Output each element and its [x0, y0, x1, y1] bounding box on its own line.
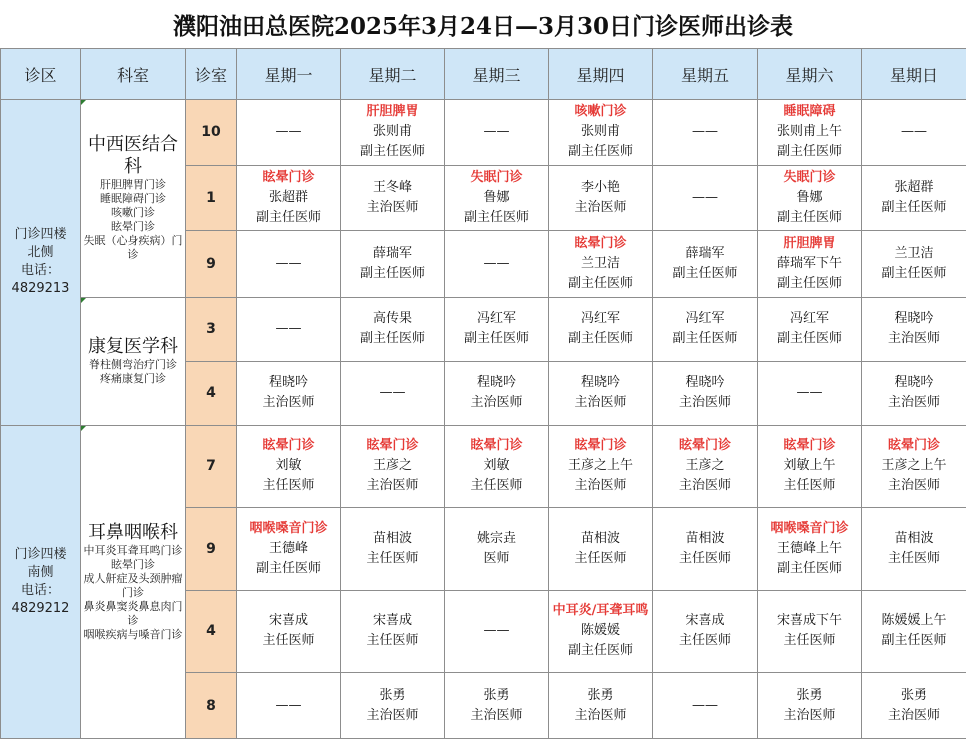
schedule-cell-thu — [549, 673, 653, 739]
cell-text: 刘敏 — [275, 458, 302, 474]
cell-text: 主任医师 — [783, 633, 836, 649]
cell-text: —— — [483, 623, 510, 639]
schedule-cell-fri — [653, 425, 758, 507]
cell-text: —— — [275, 697, 302, 713]
schedule-cell-fri — [653, 361, 758, 425]
cell-text: 主任医师 — [262, 478, 315, 494]
dept-clinic-item: 肝胆脾胃门诊 — [100, 178, 166, 192]
cell-text: 陈媛媛 — [580, 623, 620, 639]
cell-text: 副主任医师 — [776, 275, 842, 291]
clinic-label: 眩晕门诊 — [678, 438, 731, 454]
cell-text: 主治医师 — [574, 478, 627, 494]
cell-text: 王彦之上午 — [881, 458, 947, 474]
room-number: 9 — [186, 507, 237, 590]
schedule-cell-fri — [653, 673, 758, 739]
cell-text: 主任医师 — [366, 633, 419, 649]
cell-text: 副主任医师 — [463, 331, 529, 347]
cell-text: 姚宗垚 — [476, 530, 516, 546]
schedule-cell-thu — [549, 425, 653, 507]
cell-text: 主治医师 — [783, 707, 836, 723]
cell-text: 冯红军 — [476, 311, 516, 327]
clinic-label: 眩晕门诊 — [470, 438, 523, 454]
clinic-label: 眩晕门诊 — [783, 438, 836, 454]
page-title: 濮阳油田总医院2025年3月24日—3月30日门诊医师出诊表 — [0, 0, 966, 49]
col-header-thu: 星期四 — [549, 49, 653, 100]
clinic-label: 失眠门诊 — [470, 169, 523, 185]
schedule-cell-tue — [341, 507, 445, 590]
cell-text: 主治医师 — [678, 478, 731, 494]
clinic-label: 咽喉嗓音门诊 — [249, 520, 328, 536]
cell-text: —— — [483, 255, 510, 271]
dept-name: 耳鼻咽喉科 — [88, 521, 178, 543]
cell-text: 刘敏 — [483, 458, 510, 474]
schedule-cell-mon — [237, 507, 341, 590]
area-line: 4829213 — [11, 281, 70, 297]
area-cell — [1, 425, 81, 738]
cell-text: 刘敏上午 — [783, 458, 836, 474]
cell-text: —— — [692, 189, 718, 205]
cell-text: 宋喜成下午 — [776, 613, 842, 629]
cell-text: 主治医师 — [887, 331, 940, 347]
schedule-cell-fri — [653, 507, 758, 590]
cell-text: 副主任医师 — [567, 275, 633, 291]
cell-text: 苗相波 — [372, 530, 412, 546]
cell-text: 薛瑞军下午 — [776, 255, 842, 271]
area-line: 门诊四楼 — [14, 546, 67, 562]
dept-clinic-item: 疼痛康复门诊 — [100, 372, 166, 386]
cell-text: 宋喜成 — [685, 613, 725, 629]
cell-text: 张则甫 — [580, 124, 620, 140]
schedule-cell-sun — [862, 230, 966, 297]
clinic-label: 眩晕门诊 — [262, 438, 315, 454]
col-header-wed: 星期三 — [445, 49, 549, 100]
schedule-cell-thu — [549, 590, 653, 672]
cell-text: 主任医师 — [887, 550, 940, 566]
schedule-cell-mon — [237, 165, 341, 230]
dept-clinic-item: 眩晕门诊 — [111, 220, 155, 234]
schedule-cell-mon — [237, 361, 341, 425]
schedule-cell-mon — [237, 425, 341, 507]
schedule-cell-wed — [445, 590, 549, 672]
col-header-sat: 星期六 — [758, 49, 862, 100]
room-number: 7 — [186, 425, 237, 507]
room-number: 4 — [186, 590, 237, 672]
cell-text: 张勇 — [587, 687, 614, 703]
cell-text: —— — [275, 321, 302, 337]
dept-name: 康复医学科 — [88, 336, 178, 358]
cell-text: 副主任医师 — [881, 199, 947, 215]
cell-text: 程晓吟 — [476, 375, 516, 391]
cell-text: 主治医师 — [366, 199, 419, 215]
schedule-cell-thu — [549, 100, 653, 166]
cell-text: 主治医师 — [887, 395, 940, 411]
col-header-fri: 星期五 — [653, 49, 758, 100]
area-line: 北侧 — [27, 245, 54, 261]
clinic-label: 肝胆脾胃 — [783, 235, 836, 251]
cell-text: 张勇 — [900, 687, 927, 703]
schedule-cell-thu — [549, 165, 653, 230]
schedule-cell-wed — [445, 425, 549, 507]
col-header-tue: 星期二 — [341, 49, 445, 100]
clinic-label: 肝胆脾胃 — [366, 104, 419, 120]
cell-text: 宋喜成 — [372, 613, 412, 629]
clinic-label: 眩晕门诊 — [262, 169, 315, 185]
schedule-cell-sat — [758, 361, 862, 425]
cell-text: 程晓吟 — [685, 375, 725, 391]
schedule-cell-wed — [445, 507, 549, 590]
clinic-label: 眩晕门诊 — [366, 438, 419, 454]
cell-text: 王德峰 — [268, 540, 308, 556]
clinic-label: 失眠门诊 — [783, 169, 836, 185]
cell-text: 主任医师 — [783, 478, 836, 494]
cell-text: 鲁娜 — [796, 189, 823, 205]
cell-text: 副主任医师 — [881, 265, 947, 281]
schedule-cell-tue — [341, 100, 445, 166]
table-row — [1, 297, 966, 361]
cell-text: 主治医师 — [887, 707, 940, 723]
schedule-cell-sun — [862, 673, 966, 739]
dept-clinic-item: 眩晕门诊 — [111, 557, 155, 571]
cell-text: 副主任医师 — [776, 144, 842, 160]
schedule-cell-tue — [341, 590, 445, 672]
schedule-cell-sun — [862, 361, 966, 425]
room-number: 9 — [186, 230, 237, 297]
table-row — [1, 100, 966, 166]
cell-text: 副主任医师 — [776, 331, 842, 347]
cell-text: 冯红军 — [789, 311, 829, 327]
schedule-cell-mon — [237, 100, 341, 166]
schedule-cell-wed — [445, 361, 549, 425]
cell-text: 主治医师 — [574, 395, 627, 411]
area-line: 门诊四楼 — [14, 227, 67, 243]
cell-text: 主任医师 — [574, 550, 627, 566]
schedule-cell-sat — [758, 230, 862, 297]
cell-text: 主治医师 — [678, 395, 731, 411]
col-header-sun: 星期日 — [862, 49, 966, 100]
cell-text: 冯红军 — [685, 311, 725, 327]
cell-text: —— — [796, 385, 823, 401]
cell-text: 苗相波 — [580, 530, 620, 546]
schedule-cell-fri — [653, 297, 758, 361]
area-line: 电话： — [20, 582, 60, 598]
cell-text: 副主任医师 — [567, 144, 633, 160]
cell-text: 副主任医师 — [255, 560, 321, 576]
clinic-label: 睡眠障碍 — [783, 104, 836, 120]
schedule-cell-mon — [237, 590, 341, 672]
schedule-body — [1, 100, 966, 739]
dept-clinic-item: 成人鼾症及头颈肿瘤门诊 — [83, 571, 183, 599]
schedule-cell-sun — [862, 165, 966, 230]
schedule-cell-tue — [341, 673, 445, 739]
clinic-label: 眩晕门诊 — [574, 235, 627, 251]
cell-text: —— — [692, 697, 718, 713]
cell-text: 高传果 — [372, 311, 412, 327]
clinic-label: 咽喉嗓音门诊 — [770, 520, 849, 536]
schedule-cell-sat — [758, 297, 862, 361]
cell-text: 主任医师 — [470, 478, 523, 494]
cell-text: 程晓吟 — [580, 375, 620, 391]
cell-text: 兰卫洁 — [894, 245, 934, 261]
schedule-cell-tue — [341, 297, 445, 361]
cell-text: 副主任医师 — [567, 643, 633, 659]
schedule-cell-sun — [862, 425, 966, 507]
cell-text: —— — [275, 124, 302, 140]
schedule-cell-wed — [445, 673, 549, 739]
cell-text: 主治医师 — [470, 707, 523, 723]
cell-text: 薛瑞军 — [685, 245, 725, 261]
schedule-cell-tue — [341, 165, 445, 230]
cell-text: 副主任医师 — [359, 265, 425, 281]
cell-text: 主任医师 — [366, 550, 419, 566]
cell-text: 张超群 — [894, 179, 934, 195]
table-row — [1, 425, 966, 507]
room-number: 4 — [186, 361, 237, 425]
cell-text: 冯红军 — [580, 311, 620, 327]
col-header-room: 诊室 — [186, 49, 237, 100]
cell-text: 苗相波 — [685, 530, 725, 546]
cell-text: 主治医师 — [887, 478, 940, 494]
cell-text: 主任医师 — [678, 633, 731, 649]
cell-text: —— — [483, 124, 510, 140]
clinic-label: 咳嗽门诊 — [574, 104, 627, 120]
cell-text: 副主任医师 — [672, 265, 738, 281]
cell-text: 王冬峰 — [372, 179, 412, 195]
schedule-cell-sat — [758, 100, 862, 166]
schedule-cell-thu — [549, 361, 653, 425]
cell-text: 主治医师 — [366, 478, 419, 494]
cell-text: 张则甫上午 — [776, 124, 842, 140]
clinic-label: 眩晕门诊 — [887, 438, 940, 454]
schedule-cell-wed — [445, 100, 549, 166]
col-header-mon: 星期一 — [237, 49, 341, 100]
dept-clinic-item: 鼻炎鼻窦炎鼻息肉门诊 — [83, 599, 183, 627]
room-number: 8 — [186, 673, 237, 739]
cell-text: 副主任医师 — [776, 560, 842, 576]
cell-text: 副主任医师 — [359, 144, 425, 160]
schedule-cell-fri — [653, 590, 758, 672]
cell-text: 主任医师 — [678, 550, 731, 566]
cell-text: —— — [379, 385, 406, 401]
cell-text: 副主任医师 — [776, 209, 842, 225]
cell-text: 副主任医师 — [881, 633, 947, 649]
schedule-cell-wed — [445, 297, 549, 361]
cell-text: 苗相波 — [894, 530, 934, 546]
cell-text: 张勇 — [483, 687, 510, 703]
dept-cell — [81, 100, 186, 298]
cell-text: —— — [901, 124, 927, 140]
schedule-cell-mon — [237, 297, 341, 361]
schedule-cell-sat — [758, 590, 862, 672]
cell-text: 王彦之 — [685, 458, 725, 474]
cell-text: 副主任医师 — [359, 331, 425, 347]
schedule-cell-sat — [758, 165, 862, 230]
cell-text: 程晓吟 — [894, 311, 934, 327]
schedule-cell-tue — [341, 230, 445, 297]
area-line: 南侧 — [27, 564, 54, 580]
cell-text: 主任医师 — [262, 633, 315, 649]
schedule-cell-wed — [445, 230, 549, 297]
cell-text: 主治医师 — [574, 199, 627, 215]
cell-text: 薛瑞军 — [372, 245, 412, 261]
cell-text: 副主任医师 — [567, 331, 633, 347]
cell-text: 副主任医师 — [463, 209, 529, 225]
schedule-cell-sun — [862, 590, 966, 672]
schedule-cell-thu — [549, 297, 653, 361]
dept-clinic-item: 咳嗽门诊 — [111, 206, 155, 220]
schedule-cell-thu — [549, 230, 653, 297]
cell-text: 医师 — [483, 550, 510, 566]
cell-text: 程晓吟 — [894, 375, 934, 391]
cell-text: 副主任医师 — [255, 209, 321, 225]
cell-text: 李小艳 — [580, 179, 620, 195]
schedule-cell-tue — [341, 425, 445, 507]
area-cell — [1, 100, 81, 426]
cell-text: 王彦之 — [372, 458, 412, 474]
cell-text: 张超群 — [268, 189, 308, 205]
clinic-label: 中耳炎/耳聋耳鸣 — [552, 603, 649, 619]
dept-clinic-item: 中耳炎耳聋耳鸣门诊 — [83, 543, 183, 557]
cell-text: 鲁娜 — [483, 189, 510, 205]
schedule-cell-mon — [237, 673, 341, 739]
cell-text: 主治医师 — [366, 707, 419, 723]
dept-name: 中西医结合科 — [88, 134, 178, 178]
col-header-area: 诊区 — [1, 49, 81, 100]
cell-text: 张勇 — [379, 687, 406, 703]
schedule-cell-sun — [862, 297, 966, 361]
room-number: 1 — [186, 165, 237, 230]
dept-clinic-item: 脊柱侧弯治疗门诊 — [89, 358, 177, 372]
schedule-table — [0, 48, 966, 739]
schedule-cell-sat — [758, 425, 862, 507]
room-number: 10 — [186, 100, 237, 166]
cell-text: 主治医师 — [574, 707, 627, 723]
col-header-dept: 科室 — [81, 49, 186, 100]
schedule-cell-fri — [653, 165, 758, 230]
cell-text: —— — [275, 255, 302, 271]
area-line: 4829212 — [11, 600, 70, 616]
schedule-cell-sat — [758, 673, 862, 739]
cell-text: 张则甫 — [372, 124, 412, 140]
cell-text: —— — [692, 124, 718, 140]
cell-text: 王德峰上午 — [776, 540, 842, 556]
schedule-cell-sun — [862, 100, 966, 166]
schedule-cell-wed — [445, 165, 549, 230]
cell-text: 副主任医师 — [672, 331, 738, 347]
schedule-cell-fri — [653, 230, 758, 297]
cell-text: 张勇 — [796, 687, 823, 703]
cell-text: 主治医师 — [470, 395, 523, 411]
cell-text: 主治医师 — [262, 395, 315, 411]
schedule-cell-mon — [237, 230, 341, 297]
area-line: 电话： — [20, 263, 60, 279]
cell-text: 兰卫洁 — [580, 255, 620, 271]
clinic-label: 眩晕门诊 — [574, 438, 627, 454]
room-number: 3 — [186, 297, 237, 361]
dept-clinic-item: 咽喉疾病与嗓音门诊 — [83, 627, 183, 641]
dept-cell — [81, 425, 186, 738]
schedule-cell-fri — [653, 100, 758, 166]
cell-text: 宋喜成 — [268, 613, 308, 629]
dept-cell — [81, 297, 186, 425]
schedule-cell-sat — [758, 507, 862, 590]
cell-text: 王彦之上午 — [567, 458, 633, 474]
cell-text: 陈媛媛上午 — [881, 613, 947, 629]
schedule-cell-thu — [549, 507, 653, 590]
header-row — [1, 49, 966, 100]
dept-clinic-item: 失眠（心身疾病）门诊 — [83, 234, 183, 262]
dept-clinic-item: 睡眠障碍门诊 — [100, 192, 166, 206]
cell-text: 程晓吟 — [268, 375, 308, 391]
schedule-cell-sun — [862, 507, 966, 590]
schedule-cell-tue — [341, 361, 445, 425]
